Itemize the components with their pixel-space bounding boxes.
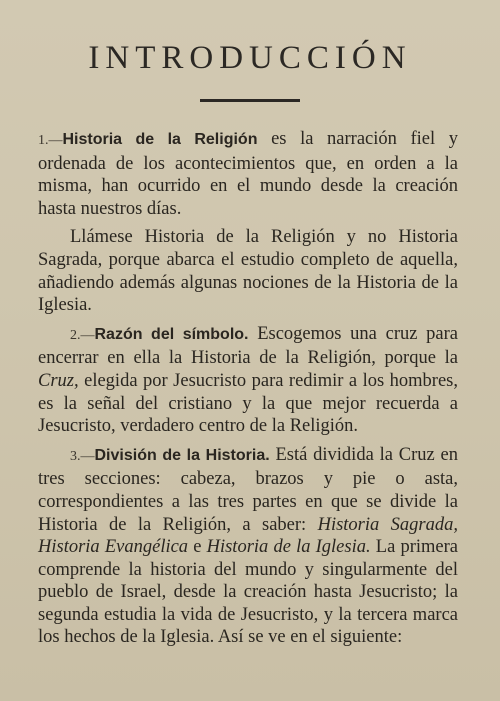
section-2-italic: Cruz,	[38, 370, 79, 391]
section-2-heading: Razón del símbolo.	[94, 325, 249, 343]
body-text	[38, 128, 458, 655]
section-3-italic-2: Historia de la Iglesia.	[206, 537, 371, 558]
section-2-text-after: elegida por Jesucristo para redimir a los hombres, es la señal del cristiano y la que mejor recuerda a Jesucristo, verdadero centro de la Religión.	[38, 370, 458, 437]
section-3-connector: e	[188, 537, 207, 558]
section-3-paragraph	[38, 444, 458, 649]
section-2-number: 2.—	[70, 327, 95, 343]
section-3-text-before: Está dividida la Cruz en tres secciones: cabeza, brazos y pie o asta, correspondientes a las tres partes en que se divide la Historia de la Religión, a saber:	[38, 444, 458, 535]
section-3-heading: División de la Historia.	[94, 446, 270, 464]
section-1-paragraph	[38, 128, 458, 220]
section-3-italic-1: Historia Sagrada, Historia Evangélica	[38, 514, 458, 558]
page-title: INTRODUCCIÓN	[88, 40, 412, 76]
section-2-paragraph	[38, 323, 458, 438]
section-1-paragraph-2: Llámese Historia de la Religión y no Historia Sagrada, porque abarca el estudio completo de aquella, añadiendo además algunas nociones de la Historia de la Iglesia.	[38, 227, 458, 316]
section-1-heading: Historia de la Religión	[62, 131, 258, 148]
section-1-text: es la narración fiel y ordenada de los acontecimientos que, en orden a la misma, han ocurrido en el mundo desde la creación hasta nuestros días.	[38, 129, 458, 219]
section-1-number: 1.—	[38, 133, 63, 148]
section-3-text-after: La primera comprende la historia del mundo y singularmente del pueblo de Israel, desde la creación hasta Jesucristo; la segunda estudia la vida de Jesucristo, y la tercera marca los hechos de la Iglesia. Así se ve en el siguiente:	[38, 537, 458, 648]
title-underline	[200, 99, 300, 102]
section-3-number: 3.—	[70, 448, 95, 464]
section-2-text-before: Escogemos una cruz para encerrar en ella la Historia de la Religión, porque la	[38, 323, 458, 369]
